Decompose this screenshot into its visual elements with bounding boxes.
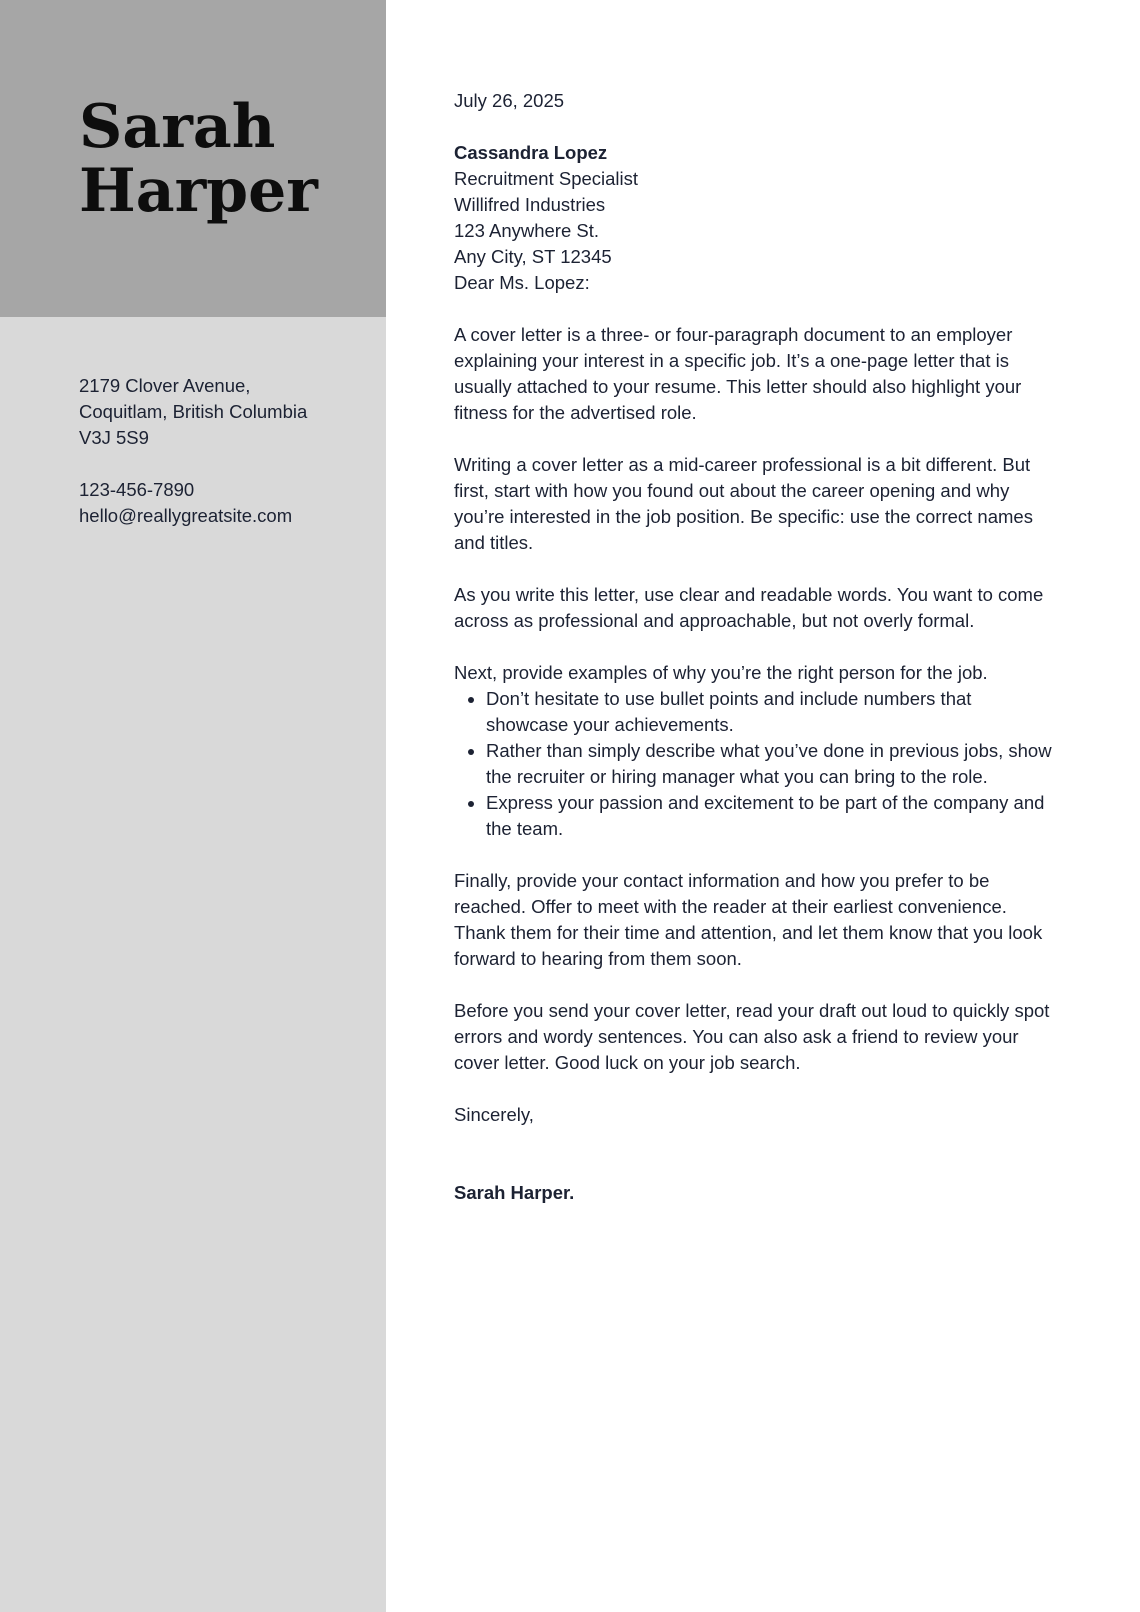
closing: Sincerely, xyxy=(454,1104,534,1125)
paragraph: Before you send your cover letter, read your draft out loud to quickly spot errors and wordy sentences. You can also ask a friend to review your cover letter. Good luck on your job search. xyxy=(454,1000,1050,1073)
paragraph: A cover letter is a three- or four-paragraph document to an employer explaining your interest in a specific job. It’s a one-page letter that is usually attached to your resume. This letter should also highlight your fitness for the advertised role. xyxy=(454,324,1022,423)
salutation: Dear Ms. Lopez: xyxy=(454,272,590,293)
paragraph: Finally, provide your contact information and how you prefer to be reached. Offer to meet with the reader at their earliest convenience. Thank them for their time and attention, and let them know that you look forward to hearing from them soon. xyxy=(454,870,1043,969)
recipient-name: Cassandra Lopez xyxy=(454,142,608,163)
recipient-city: Any City, ST 12345 xyxy=(454,246,612,267)
bullet-item: • Rather than simply describe what you’ve done in previous jobs, show the recruiter or hiring manager what you can bring to the role. xyxy=(486,738,1054,790)
phone-number: 123-456-7890 xyxy=(79,479,195,500)
name-header xyxy=(0,0,386,317)
letter-body xyxy=(454,88,1054,1206)
recipient-block xyxy=(454,140,1054,270)
paragraph: Writing a cover letter as a mid-career professional is a bit different. But first, start with how you found out about the career opening and why you’re interested in the job position. Be specific: use the correct names and titles. xyxy=(454,454,1033,553)
paragraph: Next, provide examples of why you’re the right person for the job. xyxy=(454,662,988,683)
sender-contact xyxy=(79,373,307,529)
address-line-2: Coquitlam, British Columbia xyxy=(79,401,308,422)
bullet-item: • Don’t hesitate to use bullet points and include numbers that showcase your achievements. xyxy=(486,686,1054,738)
sender-first-name: Sarah xyxy=(79,92,276,162)
paragraph: As you write this letter, use clear and readable words. You want to come across as professional and approachable, but not overly formal. xyxy=(454,584,1044,631)
bullet-item: • Express your passion and excitement to be part of the company and the team. xyxy=(486,790,1054,842)
signature: Sarah Harper. xyxy=(454,1182,575,1203)
address-line-1: 2179 Clover Avenue, xyxy=(79,375,251,396)
recipient-title: Recruitment Specialist xyxy=(454,168,639,189)
sender-last-name: Harper xyxy=(79,156,318,226)
recipient-company: Willifred Industries xyxy=(454,194,606,215)
bullet-list xyxy=(454,686,1054,842)
recipient-street: 123 Anywhere St. xyxy=(454,220,600,241)
sender-name xyxy=(79,92,318,226)
address-line-3: V3J 5S9 xyxy=(79,427,149,448)
letter-date: July 26, 2025 xyxy=(454,90,565,111)
email-address: hello@reallygreatsite.com xyxy=(79,505,293,526)
